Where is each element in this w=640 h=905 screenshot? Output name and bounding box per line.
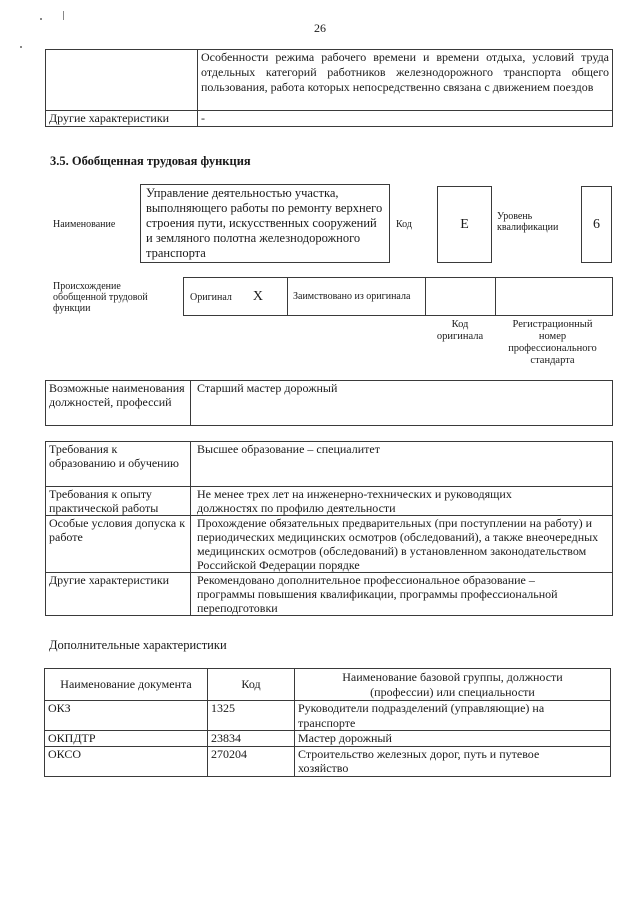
code-value-box: E: [437, 186, 492, 263]
row-label: Требования к опыту практической работы: [46, 487, 191, 516]
additional-characteristics-table: [44, 668, 611, 777]
table-row: [46, 50, 613, 111]
doc-cell: ОКЗ: [45, 701, 208, 731]
work-conditions-table: [45, 49, 613, 127]
table-row: [45, 731, 611, 747]
row-value: Старший мастер дорожный: [191, 381, 613, 426]
table-row: [45, 746, 611, 776]
scan-speck: [40, 18, 42, 20]
additional-title: Дополнительные характеристики: [49, 638, 227, 652]
header-code: Код: [208, 669, 295, 701]
borrowed-label: Заимствовано из оригинала: [288, 278, 426, 316]
header-document: Наименование документа: [45, 669, 208, 701]
scan-speck: [20, 46, 22, 48]
doc-cell: ОКСО: [45, 746, 208, 776]
row-value: -: [198, 111, 613, 127]
name-cell: Руководители подразделений (управляющие) на транспорте: [295, 701, 611, 731]
function-name-box: Управление деятельностью участка, выполняющего работы по ремонту верхнего строения пути, искусственных сооружений и земляного полотна железнодорожного транспорта: [140, 184, 390, 263]
page-number: 26: [314, 21, 326, 35]
level-label: Уровень квалификации: [497, 211, 559, 233]
original-code-cell: [426, 278, 496, 316]
header-name: Наименование базовой группы, должности (профессии) или специальности: [295, 669, 611, 701]
table-row: [45, 701, 611, 731]
table-row: [184, 278, 613, 316]
row-label: Особые условия допуска к работе: [46, 516, 191, 573]
code-cell: 270204: [208, 746, 295, 776]
reg-number-cell: [496, 278, 613, 316]
name-label: Наименование: [53, 219, 116, 230]
reg-number-caption: Регистрационный номер профессионального стандарта: [508, 319, 597, 366]
doc-cell: ОКПДТР: [45, 731, 208, 747]
table-row: [46, 487, 613, 516]
qualification-level-box: 6: [581, 186, 612, 263]
origin-label: Происхождение обобщенной трудовой функции: [53, 281, 148, 314]
code-cell: 1325: [208, 701, 295, 731]
table-row: [46, 442, 613, 487]
code-cell: 23834: [208, 731, 295, 747]
section-title: 3.5. Обобщенная трудовая функция: [50, 154, 251, 168]
row-label: [46, 50, 198, 111]
table-row: [46, 516, 613, 573]
row-value: Особенности режима рабочего времени и времени отдыха, условий труда отдельных категорий работников железнодорожного транспорта общего пользования, работа которых непосредственно связана с движением поездов: [198, 50, 613, 111]
table-row: [46, 111, 613, 127]
name-cell: Мастер дорожный: [295, 731, 611, 747]
table-header-row: [45, 669, 611, 701]
table-row: [46, 573, 613, 616]
original-mark: X: [252, 289, 264, 304]
name-cell: Строительство железных дорог, путь и путевое хозяйство: [295, 746, 611, 776]
row-label: Возможные наименования должностей, профессий: [46, 381, 191, 426]
code-label: Код: [396, 219, 412, 230]
possible-positions-table: [45, 380, 613, 426]
requirements-table: [45, 441, 613, 616]
row-label: Другие характеристики: [46, 573, 191, 616]
row-value: Прохождение обязательных предварительных (при поступлении на работу) и периодических медицинских осмотров (обследований), а также внеочередных медицинских осмотров (обследований) в установленном законодательством Российской Федерации порядке: [191, 516, 613, 573]
row-value: Высшее образование – специалитет: [191, 442, 613, 487]
original-label: Оригинал: [190, 292, 232, 303]
row-value: Не менее трех лет на инженерно-технических и руководящих должностях по профилю деятельности: [191, 487, 613, 516]
origin-table: [183, 277, 613, 316]
row-label: Другие характеристики: [46, 111, 198, 127]
scan-speck: [63, 11, 64, 20]
row-label: Требования к образованию и обучению: [46, 442, 191, 487]
table-row: [46, 381, 613, 426]
row-value: Рекомендовано дополнительное профессиональное образование – программы повышения квалификации, программы профессиональной переподготовки: [191, 573, 613, 616]
original-code-caption: Код оригинала: [436, 319, 484, 342]
original-cell: [184, 278, 288, 316]
